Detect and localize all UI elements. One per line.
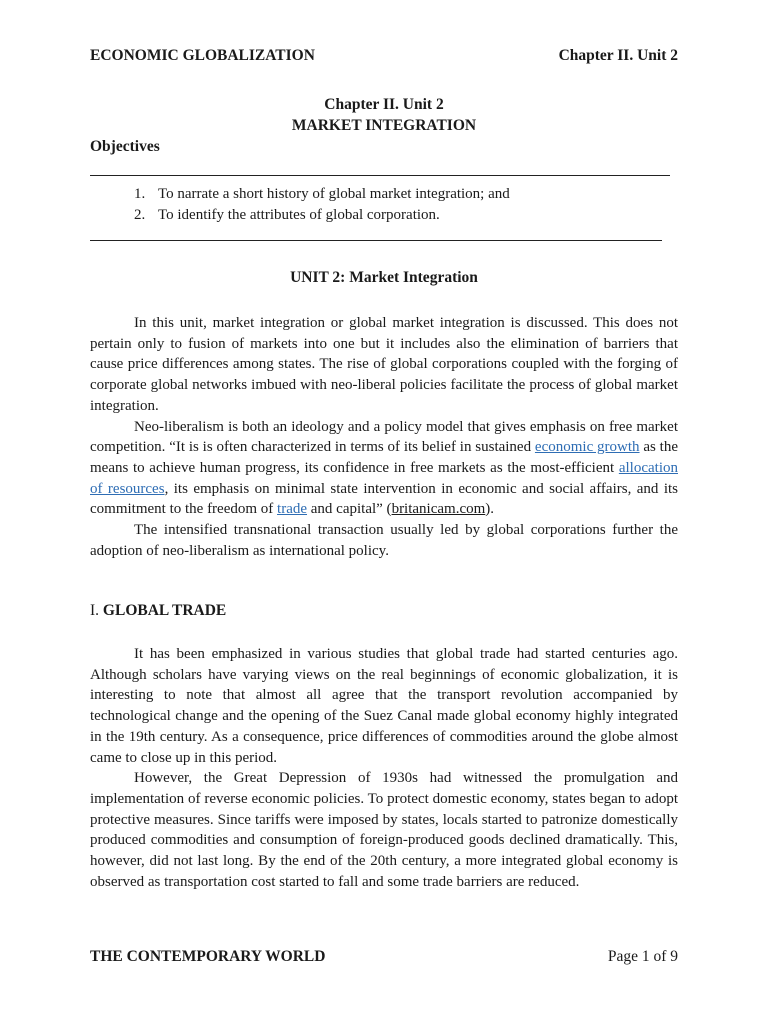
page-number: Page 1 of 9: [607, 948, 678, 965]
section-text: [90, 644, 678, 892]
list-item: 1. To narrate a short history of global market integration; and: [134, 186, 510, 202]
document-page: [90, 0, 678, 1024]
bottom-divider: [90, 240, 662, 241]
unit-heading: UNIT 2: Market Integration: [290, 269, 478, 286]
section-heading: I. GLOBAL TRADE: [90, 602, 227, 619]
objectives-list: [134, 184, 510, 226]
chapter-title: Chapter II. Unit 2: [324, 96, 444, 113]
unit-title: MARKET INTEGRATION: [291, 117, 477, 134]
allocation-of-resources-link[interactable]: allocation of resources: [90, 459, 678, 497]
intro-paragraph-1: In this unit, market integration or global market integration is discussed. This does not pertain only to fusion of markets into one but it includes also the elimination of barriers that cause price differences among states. The rise of global corporations coupled with the forging of corporate global networks imbued with neo-liberal policies facilitate the process of global market integration.: [90, 315, 678, 414]
intro-text: [90, 313, 678, 561]
economic-growth-link[interactable]: economic growth: [534, 439, 640, 456]
objectives-heading: Objectives: [90, 138, 160, 155]
section-paragraph-2: However, the Great Depression of 1930s had witnessed the promulgation and implementation of reverse economic policies. To protect domestic economy, states began to adopt protective measures. Since tariffs were imposed by states, locals started to patronize domestically produced commodities and consumption of foreign-produced goods declined dramatically. This, however, did not last long. By the end of the 20th century, a more integrated global economy is observed as transportation cost started to fall and some trade barriers are reduced.: [90, 770, 678, 890]
header-left: ECONOMIC GLOBALIZATION: [90, 47, 315, 64]
footer-left: THE CONTEMPORARY WORLD: [90, 948, 326, 965]
section-paragraph-1: It has been emphasized in various studies that global trade had started centuries ago. Although scholars have varying views on the real beginnings of economic globalization, it is interesting to note that almost all agree that the transport revolution accompanied by technological change and the opening of the Suez Canal made global economy highly integrated in the 19th century. As a consequence, price differences of commodities around the globe almost came to close up in this period.: [90, 646, 678, 766]
intro-paragraph-3: The intensified transnational transaction usually led by global corporations further the adoption of neo-liberalism as international policy.: [90, 522, 678, 559]
list-item: 2. To identify the attributes of global corporation.: [134, 207, 440, 223]
source-citation: britanicam.com: [391, 501, 486, 518]
top-divider: [90, 175, 670, 176]
header-right: Chapter II. Unit 2: [558, 47, 678, 64]
trade-link[interactable]: trade: [277, 501, 308, 518]
intro-paragraph-2: Neo-liberalism is both an ideology and a policy model that gives emphasis on free market competition. “It is is often characterized in terms of its belief in sustained economic growth as the means to achieve human progress, its confidence in free markets as the most-efficient allocation of resources, its emphasis on minimal state intervention in economic and social affairs, and its commitment to the freedom of trade and capital” (britanicam.com).: [90, 418, 679, 518]
